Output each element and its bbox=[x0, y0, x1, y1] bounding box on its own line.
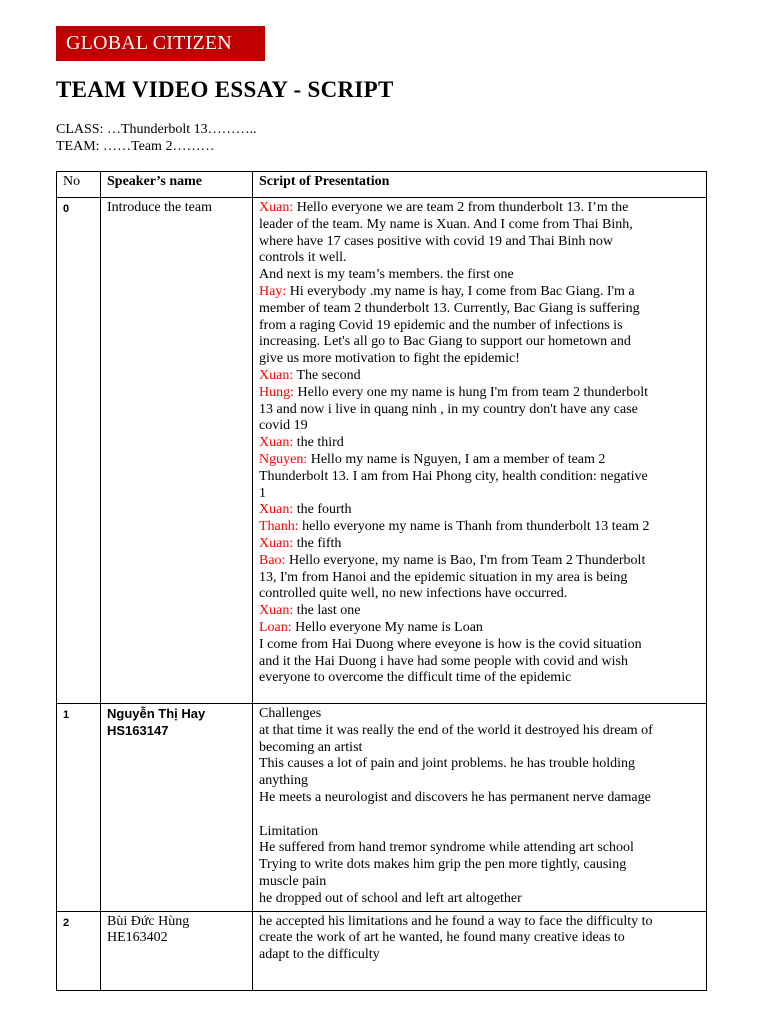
speaker-name: HS163147 bbox=[107, 722, 169, 738]
script-line bbox=[259, 452, 700, 469]
script-text: Hi everybody .my name is hay, I come from Bac Giang. I'm a bbox=[286, 283, 635, 299]
script-line bbox=[259, 486, 700, 503]
script-line bbox=[259, 586, 700, 603]
script-line bbox=[259, 200, 700, 217]
script-text: and it the Hai Duong i have had some people with covid and wish bbox=[259, 653, 628, 669]
script-line bbox=[259, 857, 700, 874]
script-text: adapt to the difficulty bbox=[259, 947, 380, 963]
script-text: controlled quite well, no new infections have occurred. bbox=[259, 586, 568, 602]
script-cell bbox=[253, 704, 707, 912]
script-line bbox=[259, 773, 700, 790]
col-header-speaker: Speaker’s name bbox=[101, 172, 253, 198]
script-text: And next is my team’s members. the first one bbox=[259, 267, 514, 283]
script-text: give us more motivation to fight the epidemic! bbox=[259, 351, 520, 367]
script-text: Hello my name is Nguyen, I am a member of team 2 bbox=[307, 451, 606, 467]
col-header-script: Script of Presentation bbox=[253, 172, 707, 198]
script-line bbox=[259, 740, 700, 757]
script-text: The second bbox=[293, 367, 361, 383]
script-speaker-label: Bao: bbox=[259, 552, 286, 568]
script-line bbox=[259, 301, 700, 318]
script-speaker-label: Hay: bbox=[259, 283, 287, 299]
script-line bbox=[259, 790, 700, 807]
script-text: I come from Hai Duong where eveyone is how is the covid situation bbox=[259, 636, 642, 652]
script-line bbox=[259, 267, 700, 284]
script-text: he accepted his limitations and he found a way to face the difficulty to bbox=[259, 913, 653, 929]
row-number: 0 bbox=[57, 198, 101, 704]
script-text: at that time it was really the end of the world it destroyed his dream of bbox=[259, 722, 653, 738]
script-line bbox=[259, 840, 700, 857]
script-line bbox=[259, 250, 700, 267]
script-speaker-label: Xuan: bbox=[259, 502, 294, 518]
script-line bbox=[259, 570, 700, 587]
script-text: create the work of art he wanted, he found many creative ideas to bbox=[259, 930, 625, 946]
script-line bbox=[259, 706, 700, 723]
class-line: CLASS: …Thunderbolt 13……….. bbox=[56, 122, 257, 137]
script-line bbox=[259, 723, 700, 740]
script-line bbox=[259, 637, 700, 654]
script-text: 1 bbox=[259, 485, 266, 501]
row-number: 2 bbox=[57, 911, 101, 990]
script-line bbox=[259, 435, 700, 452]
script-line bbox=[259, 536, 700, 553]
script-line bbox=[259, 824, 700, 841]
script-text: the third bbox=[293, 435, 344, 451]
script-line bbox=[259, 947, 700, 964]
brand-banner: GLOBAL CITIZEN bbox=[56, 26, 265, 61]
script-speaker-label: Xuan: bbox=[259, 535, 294, 551]
speaker-cell bbox=[101, 911, 253, 990]
script-line bbox=[259, 807, 700, 824]
script-text: leader of the team. My name is Xuan. And I come from Thai Binh, bbox=[259, 216, 633, 232]
script-line bbox=[259, 418, 700, 435]
script-line bbox=[259, 217, 700, 234]
speaker-name: HE163402 bbox=[107, 930, 168, 946]
col-header-no: No bbox=[57, 172, 101, 198]
script-line bbox=[259, 502, 700, 519]
script-speaker-label: Xuan: bbox=[259, 435, 294, 451]
script-text: 13, I'm from Hanoi and the epidemic situation in my area is being bbox=[259, 569, 628, 585]
script-line bbox=[259, 234, 700, 251]
script-text: everyone to overcome the difficult time of the epidemic bbox=[259, 670, 572, 686]
script-speaker-label: Xuan: bbox=[259, 200, 294, 215]
script-text: Hello everyone we are team 2 from thunderbolt 13. I’m the bbox=[293, 200, 629, 215]
script-speaker-label: Hung: bbox=[259, 384, 294, 400]
script-line bbox=[259, 620, 700, 637]
script-line bbox=[259, 368, 700, 385]
script-text: hello everyone my name is Thanh from thunderbolt 13 team 2 bbox=[298, 519, 650, 535]
script-text: Limitation bbox=[259, 823, 319, 839]
row-number: 1 bbox=[57, 704, 101, 912]
script-text: He suffered from hand tremor syndrome while attending art school bbox=[259, 840, 634, 856]
script-line bbox=[259, 914, 700, 931]
script-line bbox=[259, 670, 700, 687]
script-text: 13 and now i live in quang ninh , in my country don't have any case bbox=[259, 401, 638, 417]
page-title: TEAM VIDEO ESSAY - SCRIPT bbox=[56, 77, 394, 102]
script-text: increasing. Let's all go to Bac Giang to support our hometown and bbox=[259, 334, 631, 350]
script-speaker-label: Xuan: bbox=[259, 367, 294, 383]
script-cell bbox=[253, 198, 707, 704]
script-line bbox=[259, 603, 700, 620]
script-speaker-label: Xuan: bbox=[259, 603, 294, 619]
script-text: Hello everyone, my name is Bao, I'm from Team 2 Thunderbolt bbox=[285, 552, 646, 568]
script-line bbox=[259, 385, 700, 402]
script-line bbox=[259, 519, 700, 536]
script-line bbox=[259, 351, 700, 368]
table-row bbox=[57, 704, 707, 912]
script-text: controls it well. bbox=[259, 250, 347, 266]
script-text: becoming an artist bbox=[259, 739, 363, 755]
table-header-row bbox=[57, 172, 707, 198]
script-text: he dropped out of school and left art altogether bbox=[259, 890, 522, 906]
speaker-name: Bùi Đức Hùng bbox=[107, 913, 190, 929]
script-speaker-label: Loan: bbox=[259, 619, 292, 635]
script-line bbox=[259, 874, 700, 891]
script-line bbox=[259, 469, 700, 486]
speaker-cell bbox=[101, 198, 253, 704]
script-line bbox=[259, 318, 700, 335]
speaker-name: Nguyễn Thị Hay bbox=[107, 706, 206, 721]
script-text: Challenges bbox=[259, 706, 322, 721]
script-text: member of team 2 thunderbolt 13. Currently, Bac Giang is suffering bbox=[259, 300, 640, 316]
script-line bbox=[259, 654, 700, 671]
script-text: This causes a lot of pain and joint problems. he has trouble holding bbox=[259, 756, 635, 772]
script-text: from a raging Covid 19 epidemic and the number of infections is bbox=[259, 317, 623, 333]
script-line bbox=[259, 334, 700, 351]
script-text: the fifth bbox=[293, 535, 342, 551]
script-table bbox=[56, 171, 707, 991]
script-line bbox=[259, 284, 700, 301]
table-row bbox=[57, 911, 707, 990]
script-text: where have 17 cases positive with covid 19 and Thai Binh now bbox=[259, 233, 613, 249]
script-text: Thunderbolt 13. I am from Hai Phong city, health condition: negative bbox=[259, 468, 648, 484]
script-text: muscle pain bbox=[259, 873, 327, 889]
script-line bbox=[259, 553, 700, 570]
script-text: Trying to write dots makes him grip the pen more tightly, causing bbox=[259, 857, 627, 873]
script-line bbox=[259, 402, 700, 419]
script-line bbox=[259, 891, 700, 908]
script-text: He meets a neurologist and discovers he has permanent nerve damage bbox=[259, 789, 651, 805]
team-line: TEAM: ……Team 2……… bbox=[56, 139, 215, 154]
script-text: Hello every one my name is hung I'm from team 2 thunderbolt bbox=[294, 384, 648, 400]
table-row bbox=[57, 198, 707, 704]
script-speaker-label: Thanh: bbox=[259, 519, 299, 535]
script-text: Hello everyone My name is Loan bbox=[291, 619, 483, 635]
speaker-cell bbox=[101, 704, 253, 912]
script-line bbox=[259, 756, 700, 773]
script-speaker-label: Nguyen: bbox=[259, 451, 308, 467]
script-cell bbox=[253, 911, 707, 990]
speaker-name: Introduce the team bbox=[107, 200, 212, 215]
script-text: anything bbox=[259, 773, 308, 789]
script-line bbox=[259, 930, 700, 947]
script-text: the fourth bbox=[293, 502, 352, 518]
script-text: the last one bbox=[293, 603, 361, 619]
script-text: covid 19 bbox=[259, 418, 308, 434]
